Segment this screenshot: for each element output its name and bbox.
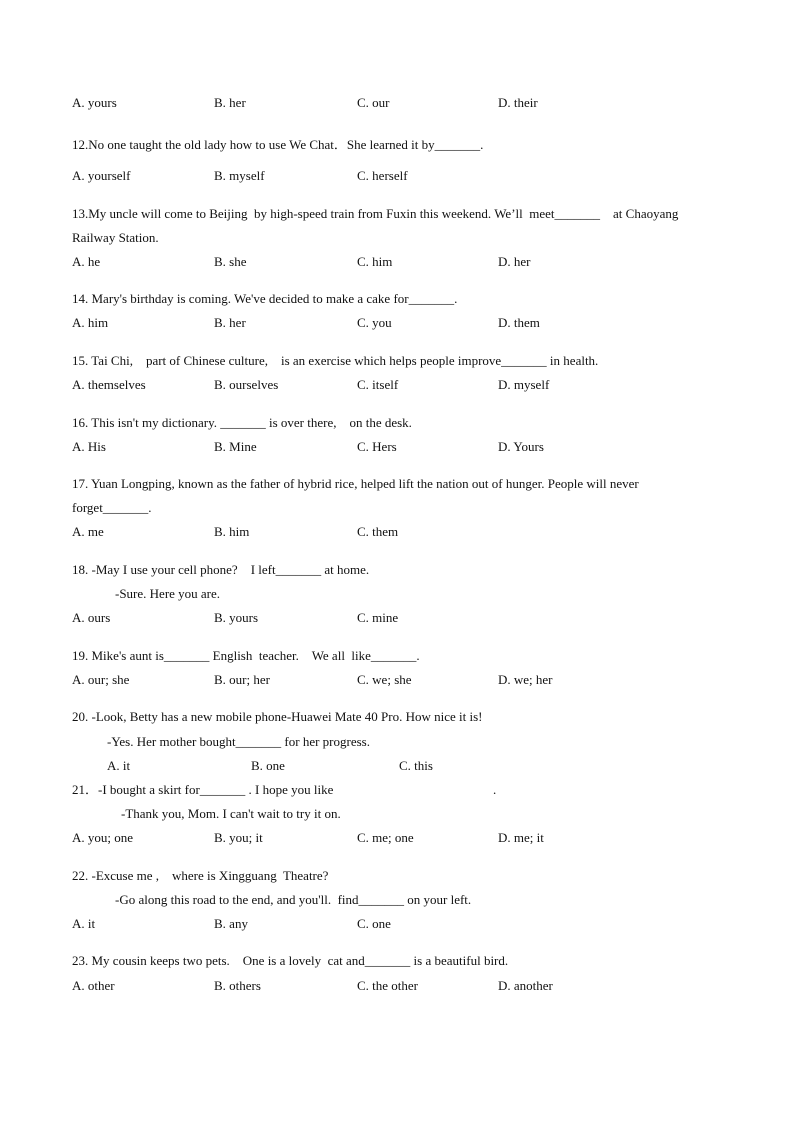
- option-c: C. them: [357, 524, 399, 539]
- question-stem: 13.My uncle will come to Beijing by high-speed train from Fuxin this weekend. We’ll meet_______ at Chaoyang: [72, 206, 679, 221]
- option-a: A. ours: [72, 610, 111, 625]
- question-stem: 21．-I bought a skirt for_______ . I hope you like: [72, 782, 334, 797]
- option-c: C. this: [399, 758, 433, 773]
- option-a: A. other: [72, 978, 115, 993]
- dialogue-reply: -Yes. Her mother bought_______ for her progress.: [107, 734, 370, 749]
- option-a: A. him: [72, 315, 109, 330]
- question-stem-continued: forget_______.: [72, 500, 152, 515]
- option-a: A. me: [72, 524, 104, 539]
- option-b: B. Mine: [214, 439, 257, 454]
- option-d: D. their: [498, 95, 538, 110]
- option-c: C. mine: [357, 610, 399, 625]
- dialogue-reply: -Sure. Here you are.: [115, 586, 221, 601]
- question-stem: 22. -Excuse me , where is Xingguang Theatre?: [72, 868, 329, 883]
- option-a: A. yours: [72, 95, 117, 110]
- question-stem: 16. This isn't my dictionary. _______ is over there, on the desk.: [72, 415, 412, 430]
- dialogue-reply: -Thank you, Mom. I can't wait to try it on.: [121, 806, 341, 821]
- option-c: C. him: [357, 254, 393, 269]
- question-stem: 20. -Look, Betty has a new mobile phone-Huawei Mate 40 Pro. How nice it is!: [72, 709, 483, 724]
- option-d: D. we; her: [498, 672, 553, 687]
- question-stem-continued: Railway Station.: [72, 230, 159, 245]
- option-d: D. me; it: [498, 830, 544, 845]
- option-c: C. you: [357, 315, 392, 330]
- option-b: B. one: [251, 758, 285, 773]
- option-b: B. her: [214, 315, 246, 330]
- option-b: B. she: [214, 254, 247, 269]
- option-c: C. the other: [357, 978, 419, 993]
- option-c: C. itself: [357, 377, 399, 392]
- option-c: C. herself: [357, 168, 408, 183]
- option-c: C. our: [357, 95, 390, 110]
- option-b: B. him: [214, 524, 250, 539]
- question-stem: 18. -May I use your cell phone? I left_______ at home.: [72, 562, 370, 577]
- question-stem: 12.No one taught the old lady how to use We Chat．She learned it by_______.: [72, 137, 484, 152]
- option-c: C. me; one: [357, 830, 414, 845]
- option-a: A. it: [72, 916, 96, 931]
- option-c: C. one: [357, 916, 391, 931]
- question-stem: 14. Mary's birthday is coming. We've decided to make a cake for_______.: [72, 291, 458, 306]
- question-stem: 23. My cousin keeps two pets. One is a lovely cat and_______ is a beautiful bird.: [72, 953, 509, 968]
- question-stem-end: .: [493, 782, 497, 797]
- option-b: B. others: [214, 978, 261, 993]
- option-b: B. any: [214, 916, 248, 931]
- question-stem: 17. Yuan Longping, known as the father of hybrid rice, helped lift the nation out of hunger. People will never: [72, 476, 639, 491]
- option-d: D. another: [498, 978, 553, 993]
- option-a: A. he: [72, 254, 101, 269]
- option-d: D. her: [498, 254, 531, 269]
- option-d: D. Yours: [498, 439, 544, 454]
- option-a: A. you; one: [72, 830, 134, 845]
- option-a: A. His: [72, 439, 106, 454]
- option-d: D. them: [498, 315, 540, 330]
- option-a: A. yourself: [72, 168, 131, 183]
- option-b: B. yours: [214, 610, 259, 625]
- option-b: B. her: [214, 95, 246, 110]
- option-c: C. we; she: [357, 672, 412, 687]
- option-b: B. myself: [214, 168, 265, 183]
- question-stem: 15. Tai Chi, part of Chinese culture, is an exercise which helps people improve_______ in health.: [72, 353, 599, 368]
- option-a: A. our; she: [72, 672, 130, 687]
- option-c: C. Hers: [357, 439, 397, 454]
- option-b: B. our; her: [214, 672, 270, 687]
- option-d: D. myself: [498, 377, 550, 392]
- question-stem: 19. Mike's aunt is_______ English teacher. We all like_______.: [72, 648, 420, 663]
- dialogue-reply: -Go along this road to the end, and you'll. find_______ on your left.: [115, 892, 472, 907]
- option-a: A. it: [107, 758, 131, 773]
- option-b: B. you; it: [214, 830, 263, 845]
- option-a: A. themselves: [72, 377, 146, 392]
- option-b: B. ourselves: [214, 377, 279, 392]
